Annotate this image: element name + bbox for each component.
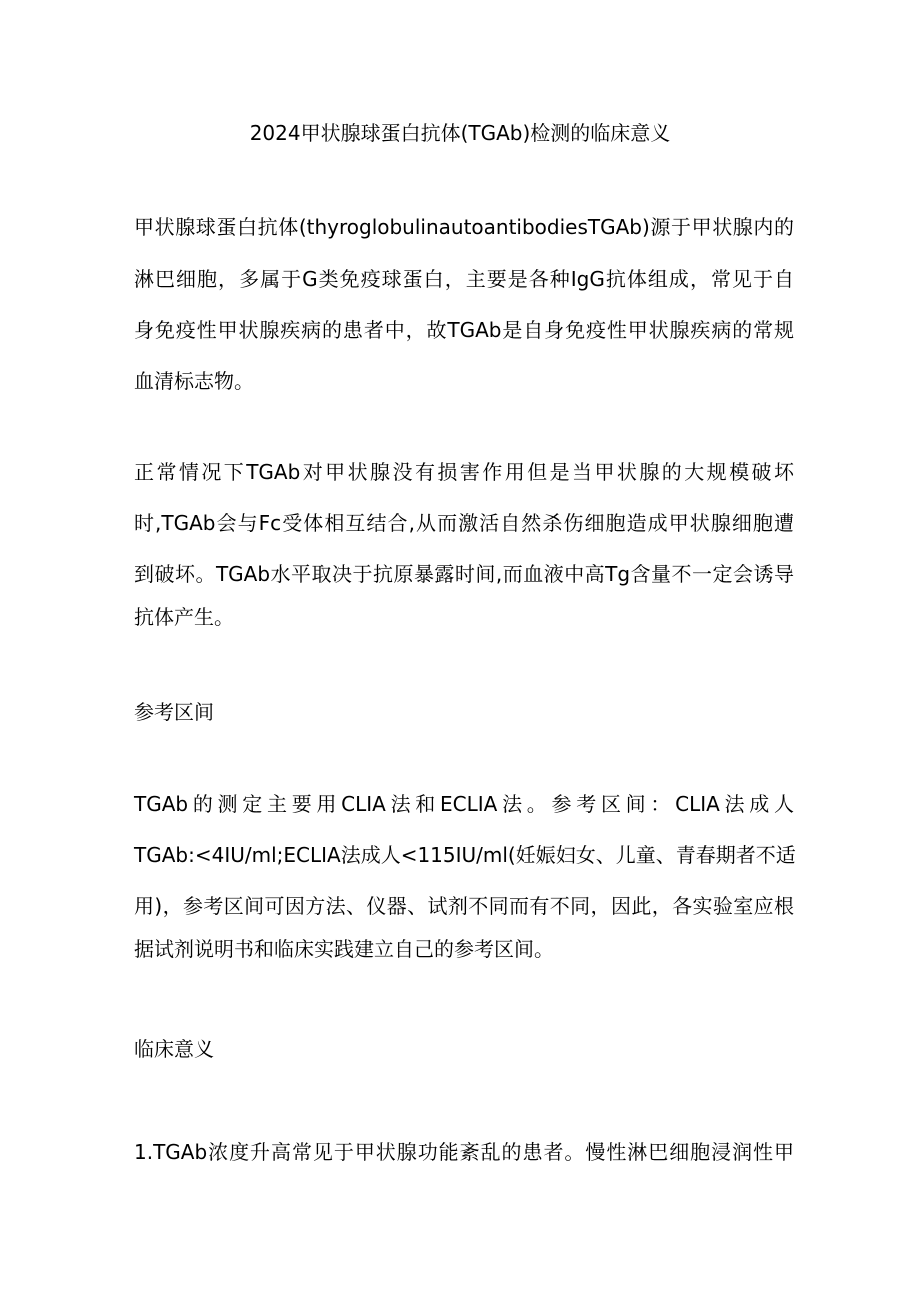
- paragraph-1-line-2: 淋巴细胞，多属于G类免疫球蛋白，主要是各种IgG抗体组成，常见于自: [134, 267, 794, 291]
- paragraph-1-line-1: 甲状腺球蛋白抗体(thyroglobulinautoantibodiesTGAb)源于甲状腺内的: [134, 215, 794, 239]
- paragraph-1-line-4: 血清标志物。: [134, 369, 254, 393]
- document-title: 2024甲状腺球蛋白抗体(TGAb)检测的临床意义: [249, 121, 671, 145]
- paragraph-2-line-2: 时,TGAb会与Fc受体相互结合,从而激活自然杀伤细胞造成甲状腺细胞遭: [134, 511, 794, 535]
- paragraph-2-line-3: 到破坏。TGAb水平取决于抗原暴露时间,而血液中高Tg含量不一定会诱导: [134, 562, 794, 586]
- paragraph-2-line-1: 正常情况下TGAb对甲状腺没有损害作用但是当甲状腺的大规模破坏: [134, 460, 794, 484]
- heading-clinical-significance: 临床意义: [134, 1037, 214, 1061]
- paragraph-3-line-2: TGAb:<4IU/ml;ECLIA法成人<115IU/ml(妊娠妇女、儿童、青春期者不适: [134, 843, 796, 867]
- paragraph-3-line-1: TGAb的测定主要用CLIA法和ECLIA法。参考区间：CLIA法成人: [134, 792, 794, 816]
- paragraph-1-line-3: 身免疫性甲状腺疾病的患者中，故TGAb是自身免疫性甲状腺疾病的常规: [134, 318, 794, 342]
- paragraph-3-line-4: 据试剂说明书和临床实践建立自己的参考区间。: [134, 937, 554, 961]
- paragraph-4-line-1: 1.TGAb浓度升高常见于甲状腺功能紊乱的患者。慢性淋巴细胞浸润性甲: [134, 1140, 794, 1164]
- heading-reference-range: 参考区间: [134, 700, 214, 724]
- paragraph-2-line-4: 抗体产生。: [134, 605, 234, 629]
- paragraph-3-line-3: 用)，参考区间可因方法、仪器、试剂不同而有不同，因此，各实验室应根: [134, 894, 794, 918]
